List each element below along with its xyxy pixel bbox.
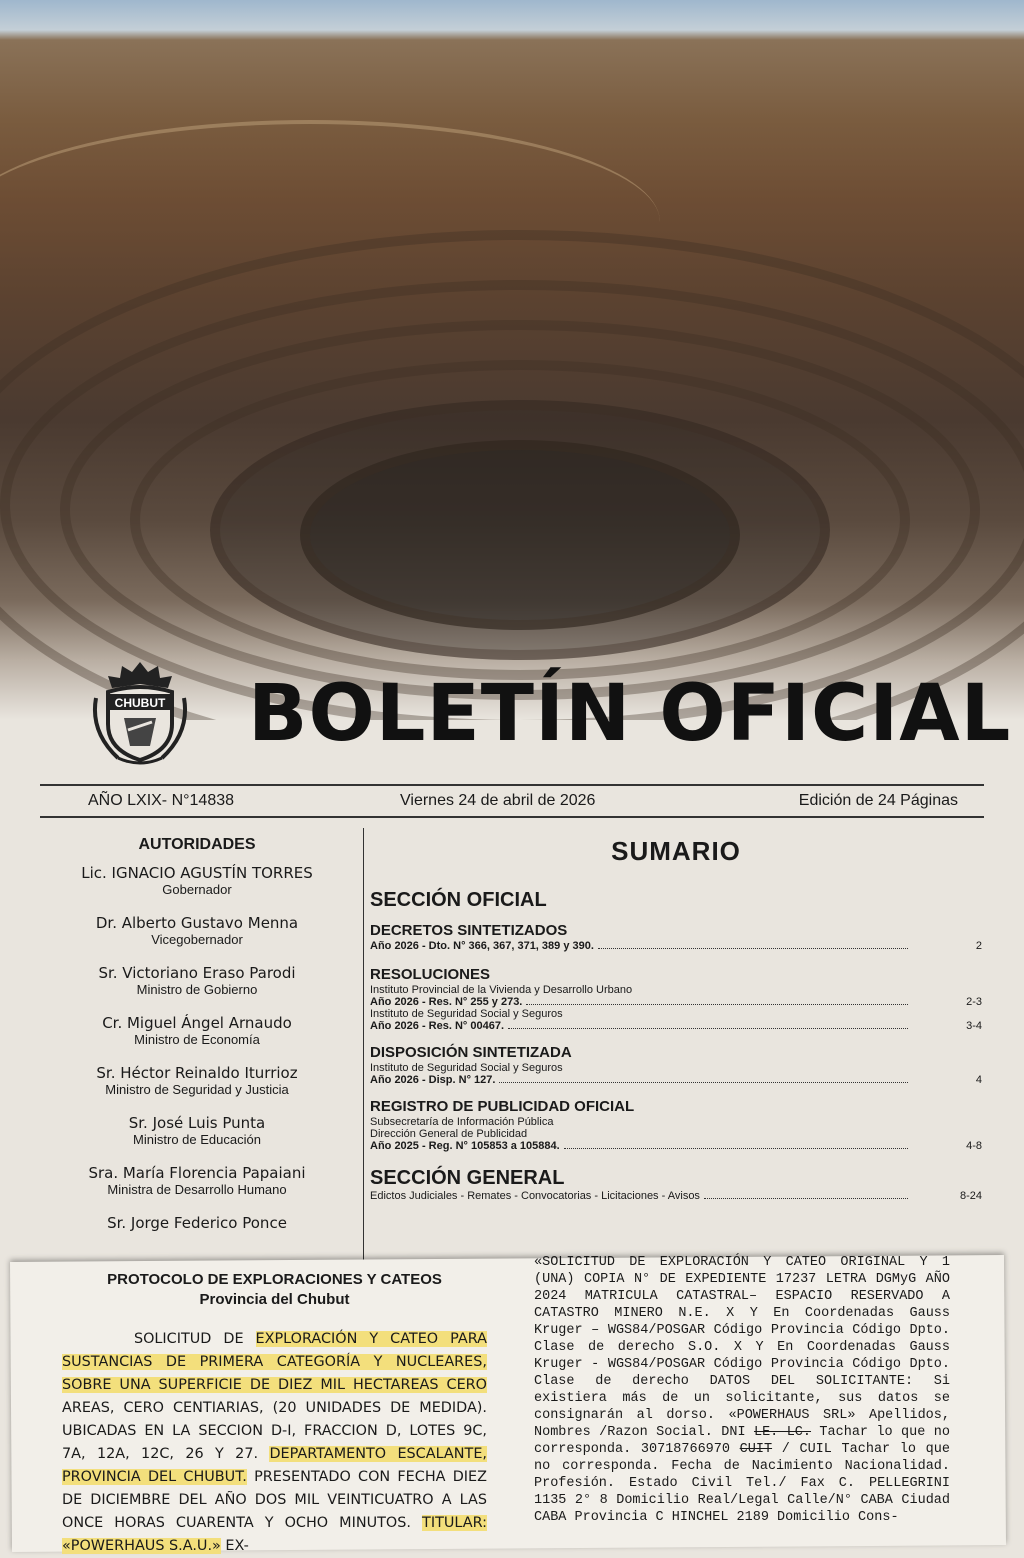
page-ref: 4-8 [966,1140,982,1152]
clipping-paragraph: SOLICITUD DE EXPLORACIÓN Y CATEO PARA SUSTANCIAS DE PRIMERA CATEGORÍA Y NUCLEARES, SOBRE UNA SUPERFICIE DE DIEZ MIL HECTAREAS CERO AREAS, CERO CENTIARIAS, (20 UNIDADES DE MEDIDA). UBICADAS EN LA SECCION D-I, FRACCION D, LOTES 9C, 7A, 12A, 12C, 26 Y 27. DEPARTAMENTO ESCALANTE, PROVINCIA DEL CHUBUT. PRESENTADO CON FECHA DIEZ DE DICIEMBRE DEL AÑO DOS MIL VEINTICUATRO A LAS ONCE HORAS CUARENTA Y OCHO MINUTOS. TITULAR: «POWERHAUS S.A.U.» EX- [62,1331,488,1554]
summary-title: SUMARIO [611,836,741,866]
authority-entry: Sr. Victoriano Eraso Parodi Ministro de Gobierno [98,964,296,997]
page-ref: 2-3 [966,996,982,1008]
edition-pages: Edición de 24 Páginas [798,792,958,809]
section-oficial-title: SECCIÓN OFICIAL [370,889,547,911]
publication-date: Viernes 24 de abril de 2026 [400,792,596,809]
clipping-heading: PROTOCOLO DE EXPLORACIONES Y CATEOS [107,1271,442,1288]
page-ref: 8-24 [959,1190,982,1202]
summary-entry[interactable]: Instituto de Seguridad Social y Seguros Año 2026 - Res. N° 00467. 3-4 [370,1008,982,1032]
struck-text: CUIT [739,1442,773,1457]
page-ref: 4 [975,1074,982,1086]
year-number: AÑO LXIX- N°14838 [88,792,235,809]
summary-entry[interactable]: Subsecretaría de Información Pública Dirección General de Publicidad Año 2025 - Reg. N° 105853 a 105884. 4-8 [370,1116,982,1152]
authority-entry: Sra. María Florencia Papaiani Ministra de Desarrollo Humano [88,1164,306,1197]
svg-text:CHUBUT: CHUBUT [114,696,166,710]
highlighted-text: DEPARTAMENTO ESCALANTE, PROVINCIA DEL CHUBUT. [62,1446,487,1485]
authorities-column [40,836,354,1248]
summary-entry[interactable]: Edictos Judiciales - Remates - Convocatorias - Licitaciones - Avisos 8-24 [370,1190,982,1202]
page-ref: 3-4 [966,1020,982,1032]
summary-entry[interactable]: Instituto de Seguridad Social y Seguros Año 2026 - Disp. N° 127. 4 [370,1062,982,1086]
highlighted-text: TITULAR: «POWERHAUS S.A.U.» [62,1515,487,1554]
column-divider [363,828,364,1268]
clipping-right-column: «SOLICITUD DE EXPLORACIÓN Y CATEO ORIGINAL Y 1 (UNA) COPIA N° DE EXPEDIENTE 17237 LETRA DGMyG AÑO 2024 MATRICULA CATASTRAL– ESPACIO RESERVADO A CATASTRO MINERO N.E. X Y En Coordenadas Gauss Kruger – WGS84/POSGAR Código Provincia Código Dpto. Clase de derecho S.O. X Y En Coordenadas Gauss Kruger - WGS84/POSGAR Código Provincia Código Dpto. Clase de derecho DATOS DEL SOLICITANTE: Si existiera más de un solicitante, sus datos se consignarán al dorso. «POWERHAUS SRL» Apellidos, Nombres /Razon Social. DNI LE. LC. Tachar lo que no corresponda. 30718766970 CUIT / CUIL Tachar lo que no corresponda. Fecha de Nacimiento Nacionalidad. Profesión. Estado Civil Tel./ Fax C. PELLEGRINI 1135 2° 8 Domicilio Real/Legal Calle/N° CABA Ciudad CABA Provincia C HINCHEL 2189 Domicilio Cons- [534,1255,950,1525]
authority-entry: Sr. Jorge Federico Ponce [107,1214,287,1232]
summary-column [370,836,982,1202]
hero-pit-floor [300,440,740,630]
authority-entry: Sr. Héctor Reinaldo Iturrioz Ministro de Seguridad y Justicia [96,1064,298,1097]
resoluciones-title: RESOLUCIONES [370,966,491,983]
disposicion-title: DISPOSICIÓN SINTETIZADA [370,1044,572,1061]
chubut-seal-logo [88,658,192,770]
authority-entry: Sr. José Luis Punta Ministro de Educación [128,1114,266,1147]
summary-entry[interactable]: Instituto Provincial de la Vivienda y Desarrollo Urbano Año 2026 - Res. N° 255 y 273. 2-3 [370,984,982,1008]
clipping-subheading: Provincia del Chubut [199,1291,350,1308]
summary-entry[interactable]: Año 2026 - Dto. N° 366, 367, 371, 389 y 390. 2 [370,940,982,952]
clipping-left-column [62,1270,487,1558]
page-ref: 2 [975,940,982,952]
masthead-info-bar [40,790,984,814]
hero-mine-photo [0,0,1024,720]
divider [40,784,984,786]
divider [40,816,984,818]
decretos-title: DECRETOS SINTETIZADOS [370,922,568,939]
registro-title: REGISTRO DE PUBLICIDAD OFICIAL [370,1098,635,1115]
newspaper-title: BOLETÍN OFICIAL [248,669,1012,759]
authorities-heading: AUTORIDADES [138,836,256,853]
section-general-title: SECCIÓN GENERAL [370,1167,565,1189]
struck-text: LE. LC. [753,1425,812,1440]
authority-entry: Lic. IGNACIO AGUSTÍN TORRES Gobernador [81,864,313,897]
highlighted-text: EXPLORACIÓN Y CATEO PARA SUSTANCIAS DE PRIMERA CATEGORÍA Y NUCLEARES, SOBRE UNA SUPERFICIE DE DIEZ MIL HECTAREAS CERO [62,1331,487,1393]
authority-entry: Dr. Alberto Gustavo Menna Vicegobernador [95,914,299,947]
authority-entry: Cr. Miguel Ángel Arnaudo Ministro de Economía [102,1014,292,1047]
